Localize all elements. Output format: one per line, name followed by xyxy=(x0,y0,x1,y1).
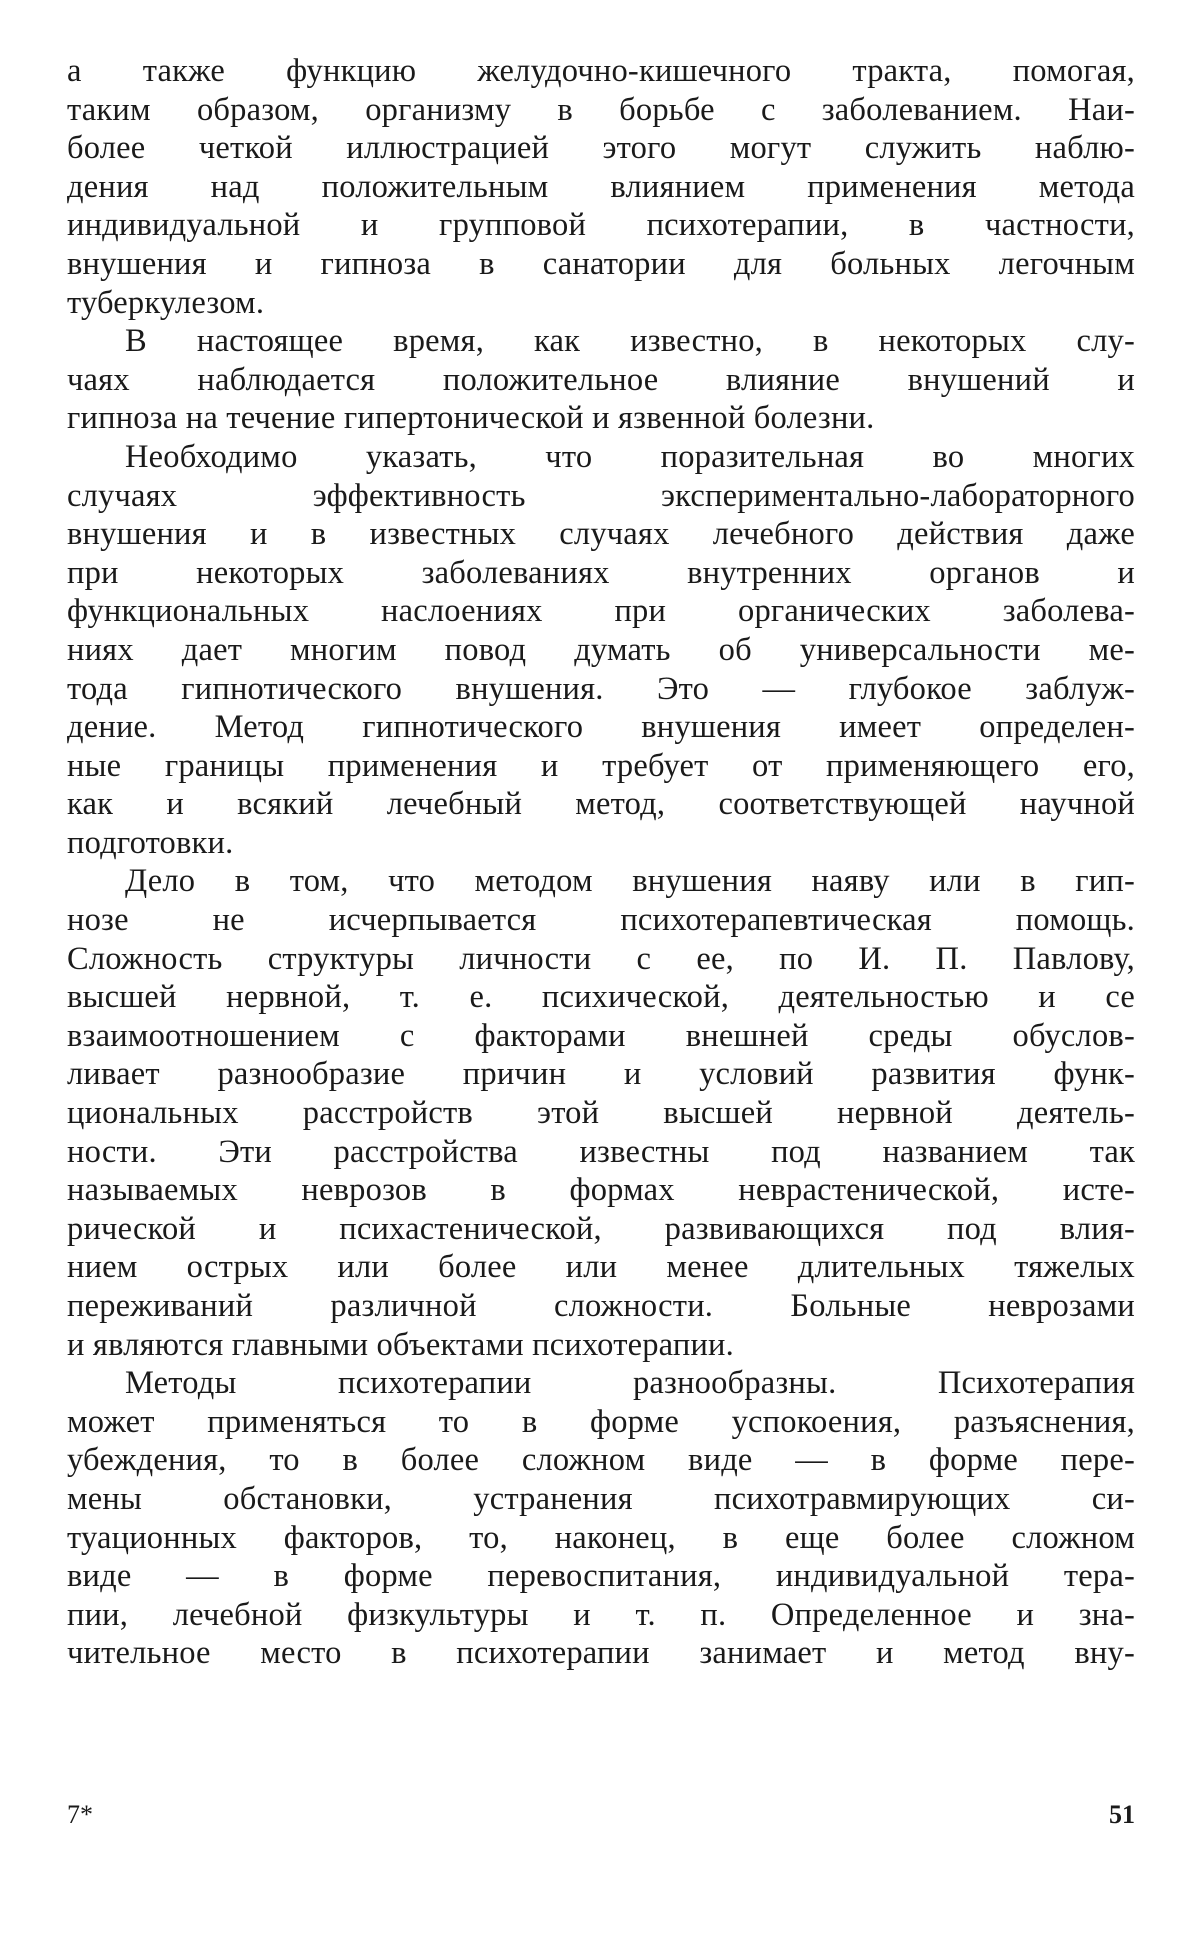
text-line: более четкой иллюстрацией этого могут служить наблю- xyxy=(67,130,1135,167)
signature-mark: 7* xyxy=(67,1800,93,1829)
page-text xyxy=(67,52,1135,1673)
text-line: Сложность структуры личности с ее, по И. П. Павлову, xyxy=(67,940,1135,977)
text-line: мены обстановки, устранения психотравмирующих си- xyxy=(67,1480,1135,1517)
text-line: внушения и гипноза в санатории для больных легочным xyxy=(67,245,1135,282)
text-line: Необходимо указать, что поразительная во многих xyxy=(125,438,1135,475)
text-line: ниях дает многим повод думать об универсальности ме- xyxy=(67,631,1135,668)
text-line: индивидуальной и групповой психотерапии, в частности, xyxy=(67,207,1135,244)
text-line: виде — в форме перевоспитания, индивидуальной тера- xyxy=(67,1558,1135,1595)
text-line: тода гипнотического внушения. Это — глубокое заблуж- xyxy=(67,670,1135,707)
text-line: Дело в том, что методом внушения наяву или в гип- xyxy=(125,863,1135,900)
text-line: рической и психастенической, развивающихся под влия- xyxy=(67,1210,1135,1247)
paragraph xyxy=(67,52,1135,322)
text-line: внушения и в известных случаях лечебного действия даже xyxy=(67,516,1135,553)
text-line: гипноза на течение гипертонической и язвенной болезни. xyxy=(67,400,875,437)
text-line: убеждения, то в более сложном виде — в форме пере- xyxy=(67,1442,1135,1479)
text-line: циональных расстройств этой высшей нервной деятель- xyxy=(67,1095,1135,1132)
page-number: 51 xyxy=(1109,1800,1135,1829)
text-line: туберкулезом. xyxy=(67,284,265,321)
text-line: дения над положительным влиянием применения метода xyxy=(67,168,1135,205)
text-line: функциональных наслоениях при органических заболева- xyxy=(67,593,1135,630)
text-line: туационных факторов, то, наконец, в еще более сложном xyxy=(67,1519,1135,1556)
text-line: нозе не исчерпывается психотерапевтическая помощь. xyxy=(67,902,1135,939)
text-line: может применяться то в форме успокоения, разъяснения, xyxy=(67,1403,1135,1440)
text-line: подготовки. xyxy=(67,824,234,861)
text-line: чаях наблюдается положительное влияние внушений и xyxy=(67,361,1135,398)
paragraph xyxy=(67,862,1135,1364)
text-line: нием острых или более или менее длительных тяжелых xyxy=(67,1249,1135,1286)
text-line: ные границы применения и требует от применяющего его, xyxy=(67,747,1135,784)
paragraph xyxy=(67,438,1135,863)
text-line: называемых неврозов в формах неврастенической, исте- xyxy=(67,1172,1135,1209)
text-line: как и всякий лечебный метод, соответствующей научной xyxy=(67,786,1135,823)
text-line: а также функцию желудочно-кишечного тракта, помогая, xyxy=(67,53,1135,89)
text-line: взаимоотношением с факторами внешней среды обуслов- xyxy=(67,1017,1135,1054)
text-line: В настоящее время, как известно, в некоторых слу- xyxy=(125,323,1135,360)
paragraph xyxy=(67,322,1135,438)
paragraph xyxy=(67,1364,1135,1673)
text-line: при некоторых заболеваниях внутренних органов и xyxy=(67,554,1135,591)
text-line: ливает разнообразие причин и условий развития функ- xyxy=(67,1056,1135,1093)
page-footer xyxy=(67,1800,1135,1836)
text-line: пии, лечебной физкультуры и т. п. Определенное и зна- xyxy=(67,1596,1135,1633)
text-line: ности. Эти расстройства известны под названием так xyxy=(67,1133,1135,1170)
text-line: переживаний различной сложности. Больные неврозами xyxy=(67,1288,1135,1324)
text-line: высшей нервной, т. е. психической, деятельностью и се xyxy=(67,979,1135,1016)
text-line: случаях эффективность экспериментально-лабораторного xyxy=(67,477,1135,514)
text-line: дение. Метод гипнотического внушения имеет определен- xyxy=(67,709,1135,746)
text-line: таким образом, организму в борьбе с заболеванием. Наи- xyxy=(67,91,1135,128)
text-line: и являются главными объектами психотерапии. xyxy=(67,1326,734,1363)
text-line: чительное место в психотерапии занимает и метод вну- xyxy=(67,1635,1135,1672)
text-line: Методы психотерапии разнообразны. Психотерапия xyxy=(125,1365,1135,1402)
